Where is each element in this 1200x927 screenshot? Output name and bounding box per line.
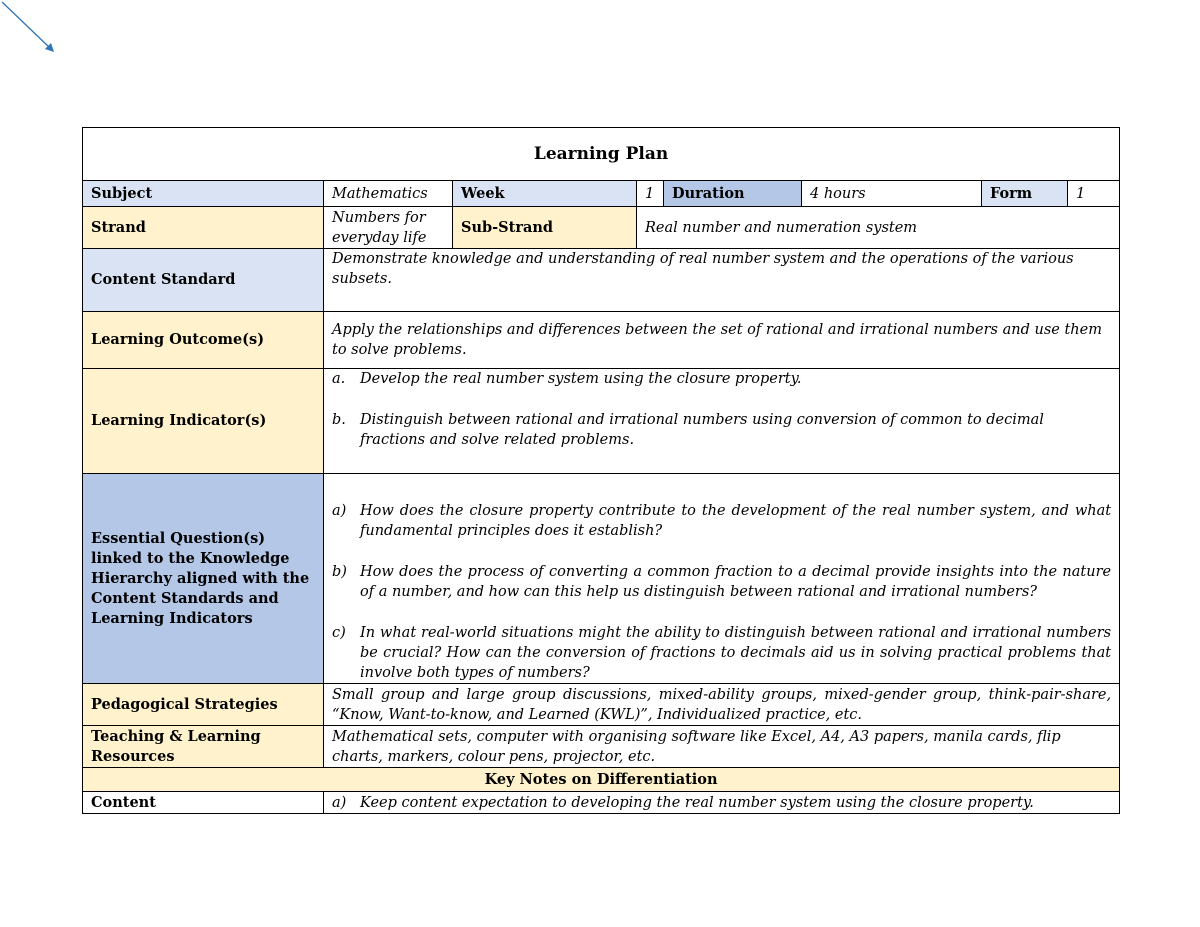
essential-questions-list <box>324 474 1120 684</box>
question-item: b) How does the process of converting a common fraction to a decimal provide insights into the nature of a number, and how can this help us distinguish between rational and irrational numbers? <box>332 564 1112 600</box>
indicator-item: b. Distinguish between rational and irrational numbers using conversion of common to decimal fractions and solve related problems. <box>332 412 1044 448</box>
week-value: 1 <box>637 181 664 207</box>
learning-indicators-row <box>83 369 1120 474</box>
essential-questions-label: Essential Question(s) linked to the Knowledge Hierarchy aligned with the Content Standards and Learning Indicators <box>83 474 324 684</box>
learning-outcome-row <box>83 312 1120 369</box>
sub-strand-label: Sub-Strand <box>453 207 637 249</box>
question-item: a) How does the closure property contribute to the development of the real number system, and what fundamental principles does it establish? <box>332 503 1112 539</box>
learning-outcome-value: Apply the relationships and differences between the set of rational and irrational numbers and use them to solve problems. <box>324 312 1120 369</box>
sub-strand-value: Real number and numeration system <box>637 207 1120 249</box>
learning-indicators-list <box>324 369 1120 474</box>
header-row <box>83 181 1120 207</box>
resources-row <box>83 726 1120 768</box>
learning-outcome-label: Learning Outcome(s) <box>83 312 324 369</box>
plan-title: Learning Plan <box>83 128 1120 181</box>
differentiation-content-row <box>83 792 1120 814</box>
resources-value: Mathematical sets, computer with organising software like Excel, A4, A3 papers, manila cards, flip charts, markers, colour pens, projector, etc. <box>324 726 1120 768</box>
strand-value: Numbers for everyday life <box>324 207 453 249</box>
indicator-item: a. Develop the real number system using the closure property. <box>332 371 802 387</box>
differentiation-heading-row <box>83 768 1120 792</box>
content-standard-label: Content Standard <box>83 249 324 312</box>
strand-label: Strand <box>83 207 324 249</box>
content-standard-value: Demonstrate knowledge and understanding of real number system and the operations of the various subsets. <box>324 249 1120 312</box>
differentiation-heading: Key Notes on Differentiation <box>83 768 1120 792</box>
question-item: c) In what real-world situations might the ability to distinguish between rational and irrational numbers be crucial? How can the conversion of fractions to decimals aid us in solving practical problems that involve both types of numbers? <box>332 625 1112 681</box>
strand-row <box>83 207 1120 249</box>
subject-label: Subject <box>83 181 324 207</box>
duration-label: Duration <box>664 181 802 207</box>
pedagogical-value: Small group and large group discussions, mixed-ability groups, mixed-gender group, think-pair-share, “Know, Want-to-know, and Learned (KWL)”, Individualized practice, etc. <box>324 684 1120 726</box>
differentiation-content-label: Content <box>83 792 324 814</box>
subject-value: Mathematics <box>324 181 453 207</box>
resources-label: Teaching & Learning Resources <box>83 726 324 768</box>
pedagogical-label: Pedagogical Strategies <box>83 684 324 726</box>
learning-plan-table <box>82 127 1120 814</box>
duration-value: 4 hours <box>802 181 982 207</box>
learning-indicators-label: Learning Indicator(s) <box>83 369 324 474</box>
pedagogical-row <box>83 684 1120 726</box>
title-row <box>83 128 1120 181</box>
form-label: Form <box>982 181 1068 207</box>
content-standard-row <box>83 249 1120 312</box>
form-value: 1 <box>1068 181 1120 207</box>
resize-arrow-icon <box>0 0 60 60</box>
essential-questions-row <box>83 474 1120 684</box>
week-label: Week <box>453 181 637 207</box>
differentiation-content-value: a) Keep content expectation to developing the real number system using the closure property. <box>324 792 1120 814</box>
